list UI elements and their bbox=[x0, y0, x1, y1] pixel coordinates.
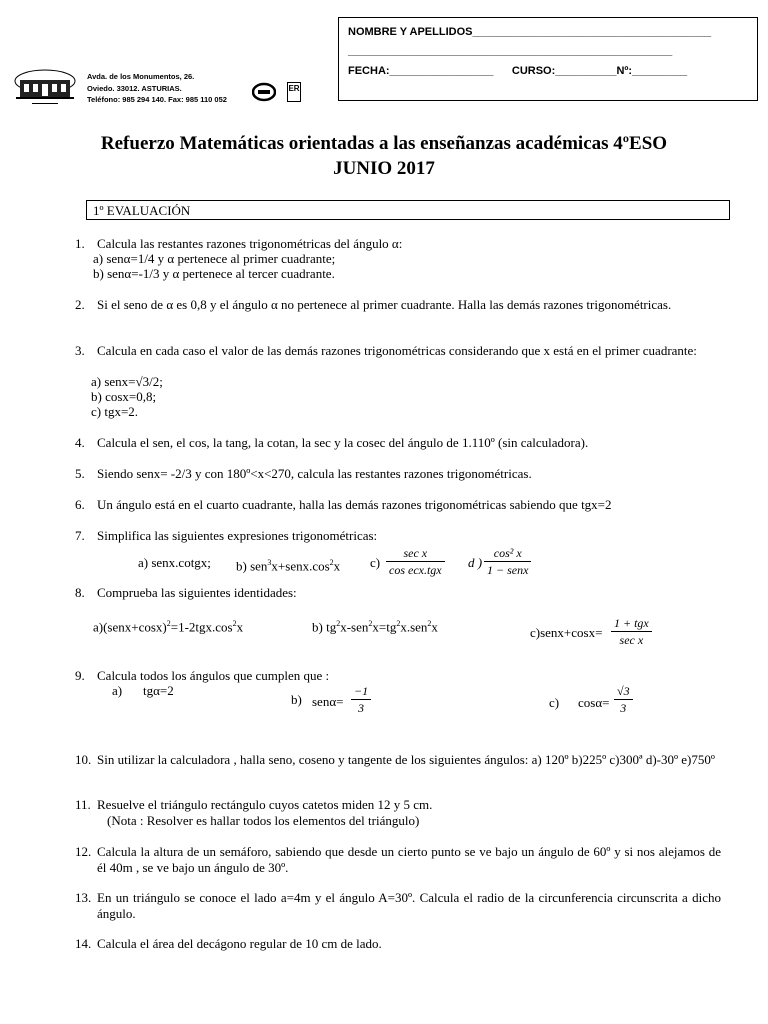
expr-part: a)(senx+cosx) bbox=[93, 619, 167, 635]
er-logo-text: ER bbox=[288, 84, 300, 93]
expr-part: x bbox=[333, 558, 341, 574]
part-b-fraction bbox=[351, 684, 371, 716]
question-part: a) senx=√3/2; bbox=[91, 374, 163, 389]
certification-logo bbox=[252, 82, 276, 102]
question-number: 8. bbox=[75, 585, 85, 600]
exponent: 2 bbox=[232, 619, 237, 628]
question-text: Calcula la altura de un semáforo, sabiendo que desde un cierto punto se ve bajo un ángulo de 60º y si nos alejamos de él 40m , se ve bajo un ángulo de 30º. bbox=[97, 844, 721, 875]
question-number: 13. bbox=[75, 890, 92, 905]
name-field-continuation[interactable]: _____________________________________________________ bbox=[348, 45, 673, 57]
expr-part: x+senx.cos bbox=[271, 558, 330, 574]
part-c-label: c) bbox=[549, 695, 560, 710]
expression-c-label: c) bbox=[370, 555, 381, 570]
question-number: 12. bbox=[75, 844, 92, 859]
school-address bbox=[87, 71, 227, 106]
question-note: (Nota : Resolver es hallar todos los elementos del triángulo) bbox=[107, 813, 420, 828]
identity-b bbox=[312, 616, 438, 635]
question-number: 11. bbox=[75, 797, 91, 812]
fraction-numerator: −1 bbox=[354, 684, 369, 698]
name-field[interactable]: NOMBRE Y APELLIDOS_______________________________________ bbox=[348, 26, 712, 38]
part-a-equation: tgα=2 bbox=[143, 683, 174, 698]
fraction-numerator: sec x bbox=[403, 546, 428, 560]
fraction-denominator: 3 bbox=[351, 699, 371, 716]
school-logo bbox=[12, 68, 78, 108]
address-line: Teléfono: 985 294 140. Fax: 985 110 052 bbox=[87, 95, 227, 104]
expr-part: x.sen bbox=[400, 619, 428, 635]
question-part: a) senα=1/4 y α pertenece al primer cuadrante; bbox=[93, 251, 336, 266]
expression-d-label: d ) bbox=[468, 555, 483, 570]
part-b-label: b) bbox=[291, 692, 302, 707]
exponent: 2 bbox=[166, 619, 171, 628]
expr-part: x bbox=[431, 619, 438, 635]
question-number: 14. bbox=[75, 936, 92, 951]
part-c-fraction bbox=[614, 684, 633, 716]
expr-part: b) tg bbox=[312, 619, 337, 635]
question-number: 5. bbox=[75, 466, 85, 481]
er-logo bbox=[287, 82, 301, 102]
expression-d-fraction bbox=[484, 546, 531, 578]
question-text: Sin utilizar la calculadora , halla seno, coseno y tangente de los siguientes ángulos: a) 120º b)225º c)300ª d)-30º e)750º bbox=[97, 752, 715, 767]
expr-part: b) sen bbox=[236, 558, 268, 574]
page-subtitle: JUNIO 2017 bbox=[333, 158, 435, 179]
date-course-field[interactable]: FECHA:_________________ CURSO:__________Nº:_________ bbox=[348, 65, 688, 77]
fraction-denominator: 1 − senx bbox=[484, 561, 531, 578]
fraction-numerator: √3 bbox=[617, 684, 630, 698]
question-number: 9. bbox=[75, 668, 85, 683]
question-text: En un triángulo se conoce el lado a=4m y el ángulo A=30º. Calcula el radio de la circunferencia circunscrita a dicho ángulo. bbox=[97, 890, 721, 921]
identity-c-fraction bbox=[611, 616, 652, 648]
address-line: Avda. de los Monumentos, 26. bbox=[87, 72, 195, 81]
expr-part: x bbox=[236, 619, 244, 635]
expression-a: a) senx.cotgx; bbox=[138, 555, 211, 570]
address-line: Oviedo. 33012. ASTURIAS. bbox=[87, 83, 182, 93]
part-b-equation: senα= bbox=[312, 694, 344, 709]
expression-c-fraction bbox=[386, 546, 445, 578]
question-text: Siendo senx= -2/3 y con 180º<x<270, calcula las restantes razones trigonométricas. bbox=[97, 466, 532, 481]
fraction-denominator: sec x bbox=[611, 631, 652, 648]
question-text: Calcula las restantes razones trigonométricas del ángulo α: bbox=[97, 236, 403, 251]
question-text: Calcula todos los ángulos que cumplen que : bbox=[97, 668, 330, 683]
page-title: Refuerzo Matemáticas orientadas a las enseñanzas académicas 4ºESO bbox=[100, 133, 668, 154]
expr-part: x-sen bbox=[340, 619, 369, 635]
question-number: 3. bbox=[75, 343, 85, 358]
question-number: 4. bbox=[75, 435, 85, 450]
question-number: 10. bbox=[75, 752, 92, 767]
fraction-denominator: 3 bbox=[614, 699, 633, 716]
section-heading: 1º EVALUACIÓN bbox=[86, 200, 730, 220]
identity-c-label: c)senx+cosx= bbox=[530, 625, 603, 640]
question-text: Si el seno de α es 0,8 y el ángulo α no pertenece al primer cuadrante. Halla las demás razones trigonométricas. bbox=[97, 297, 672, 312]
fraction-denominator: cos ecx.tgx bbox=[386, 561, 445, 578]
question-number: 2. bbox=[75, 297, 85, 312]
fraction-numerator: 1 + tgx bbox=[614, 616, 649, 630]
exponent: 2 bbox=[368, 619, 373, 628]
expr-part: x=tg bbox=[372, 619, 397, 635]
student-info-box bbox=[338, 17, 758, 101]
part-a-label: a) bbox=[112, 683, 123, 698]
expression-b bbox=[236, 555, 340, 574]
exponent: 2 bbox=[396, 619, 401, 628]
question-part: c) tgx=2. bbox=[91, 404, 139, 419]
exponent: 2 bbox=[427, 619, 432, 628]
exponent: 3 bbox=[267, 558, 272, 567]
question-text: Comprueba las siguientes identidades: bbox=[97, 585, 297, 600]
expr-part: =1-2tgx.cos bbox=[170, 619, 233, 635]
question-text: Un ángulo está en el cuarto cuadrante, halla las demás razones trigonométricas sabiendo que tgx=2 bbox=[97, 497, 612, 512]
question-text: Calcula el sen, el cos, la tang, la cotan, la sec y la cosec del ángulo de 1.110º (sin calculadora). bbox=[97, 435, 589, 450]
question-number: 7. bbox=[75, 528, 85, 543]
question-part: b) cosx=0,8; bbox=[91, 389, 157, 404]
question-text: Resuelve el triángulo rectángulo cuyos catetos miden 12 y 5 cm. bbox=[97, 797, 433, 812]
exponent: 2 bbox=[329, 558, 334, 567]
question-text: Simplifica las siguientes expresiones trigonométricas: bbox=[97, 528, 378, 543]
part-c-equation: cosα= bbox=[578, 695, 610, 710]
fraction-numerator: cos² x bbox=[493, 546, 522, 560]
question-part: b) senα=-1/3 y α pertenece al tercer cuadrante. bbox=[93, 266, 335, 281]
question-number: 6. bbox=[75, 497, 85, 512]
question-text: Calcula en cada caso el valor de las demás razones trigonométricas considerando que x está en el primer cuadrante: bbox=[97, 343, 697, 358]
question-number: 1. bbox=[75, 236, 85, 251]
identity-a bbox=[93, 616, 243, 635]
exponent: 2 bbox=[336, 619, 341, 628]
question-text: Calcula el área del decágono regular de 10 cm de lado. bbox=[97, 936, 382, 951]
